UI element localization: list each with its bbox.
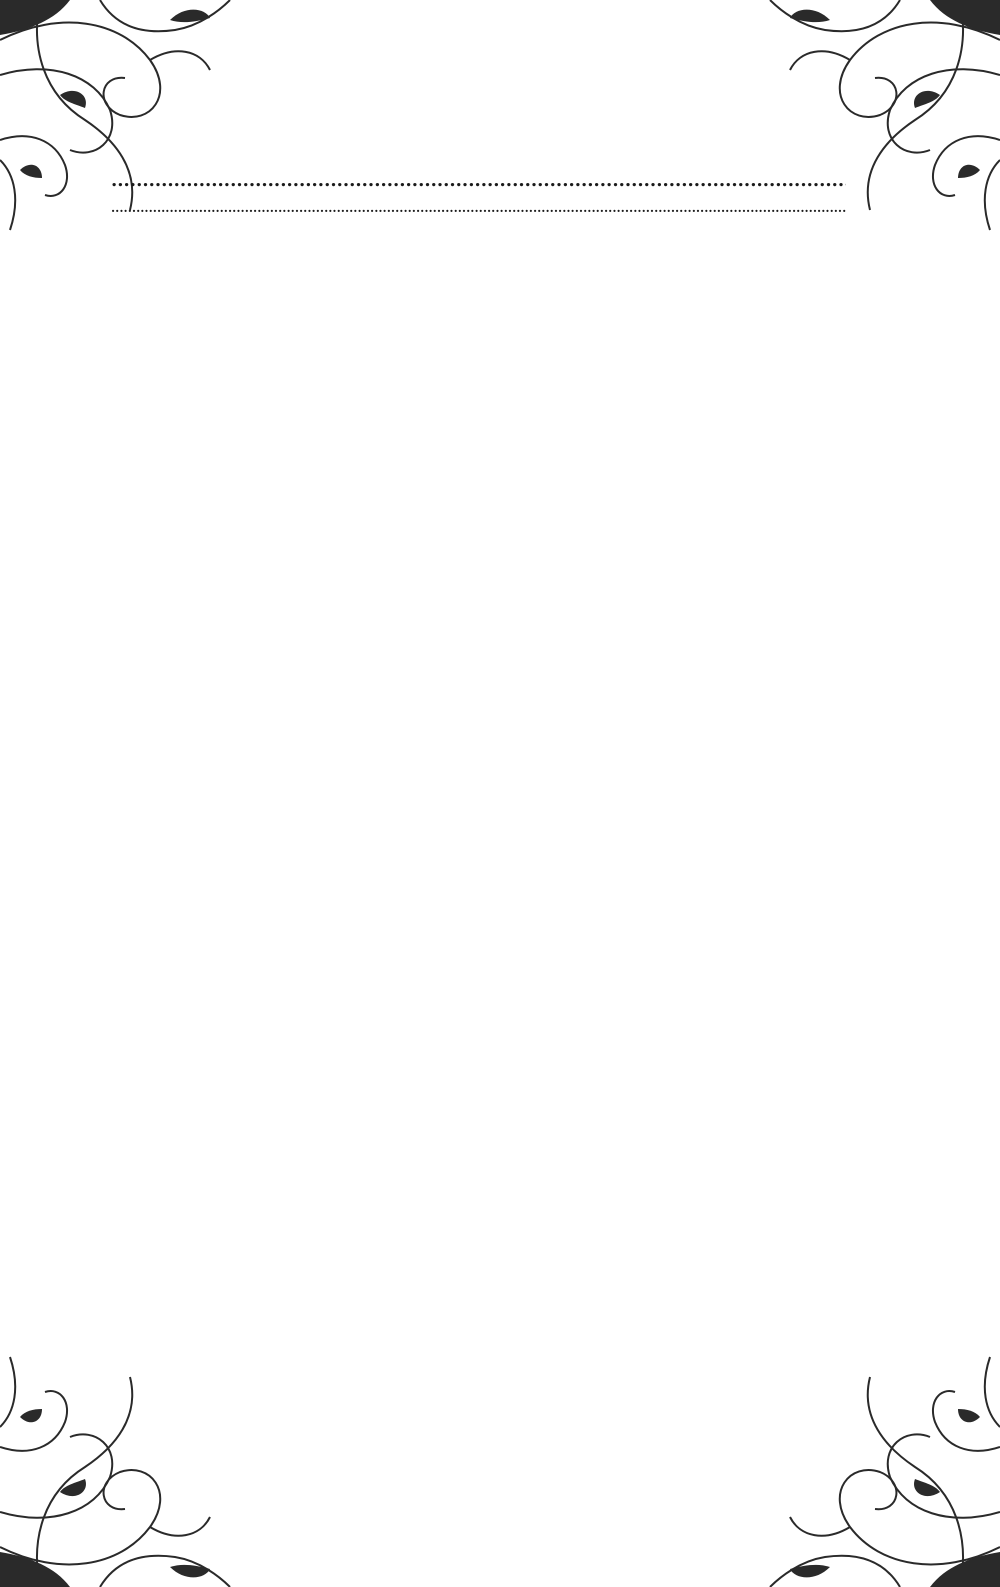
toc-chapter-row[interactable] [108, 197, 849, 218]
section-title-line2-row[interactable] [108, 164, 849, 195]
ornament-icon [750, 1337, 1000, 1587]
corner-ornament-bottom-left [0, 1337, 250, 1587]
corner-ornament-bottom-right [750, 1337, 1000, 1587]
table-of-contents [108, 142, 849, 218]
leader-dots [111, 197, 846, 218]
leader-dots [111, 164, 846, 195]
ornament-icon [0, 1337, 250, 1587]
section-heading [108, 164, 849, 195]
